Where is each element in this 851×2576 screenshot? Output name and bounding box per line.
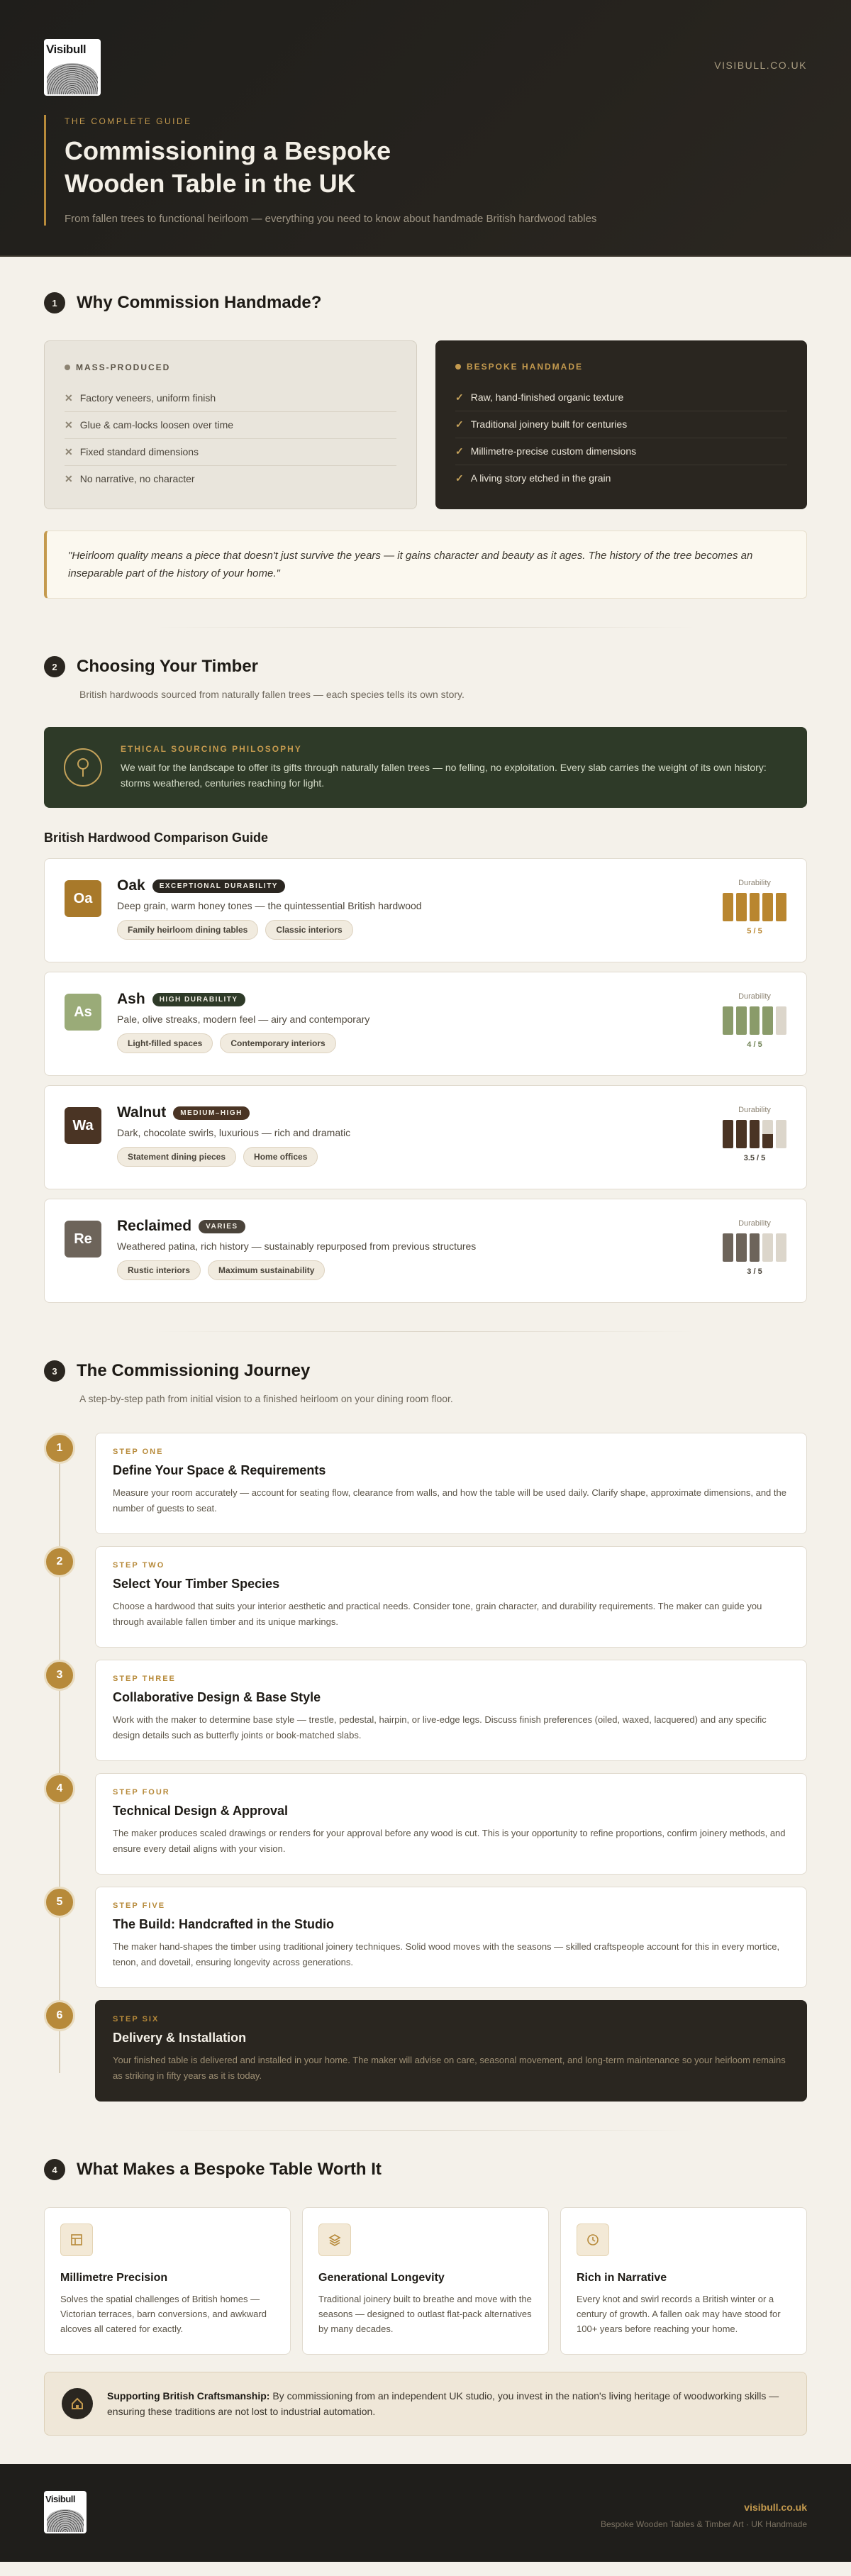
durability-label: Durability	[738, 1219, 771, 1228]
timber-badge: Re	[65, 1221, 101, 1258]
bullet-dot-icon	[65, 365, 70, 370]
durability-label: Durability	[738, 1106, 771, 1114]
support-title: Supporting British Craftsmanship:	[107, 2390, 270, 2402]
durability-meter	[723, 1219, 786, 1276]
timber-name: Oak	[117, 877, 145, 894]
item-text: No narrative, no character	[79, 473, 195, 484]
comparison-guide-title: British Hardwood Comparison Guide	[44, 831, 269, 845]
durability-bar	[736, 1233, 747, 1262]
check-icon: ✓	[455, 472, 464, 484]
item-text: Fixed standard dimensions	[79, 446, 199, 457]
section-number: 3	[44, 1360, 65, 1382]
support-text: By commissioning from an independent UK studio, you invest in the nation's living heritage of woodworking skills — ensuring these traditions are not lost to industrial automation.	[107, 2390, 779, 2417]
hero-subtitle: From fallen trees to functional heirloom — everything you need to know about handmade British hardwood tables	[65, 213, 597, 225]
timber-description: Deep grain, warm honey tones — the quintessential British hardwood	[117, 900, 422, 911]
worth-card	[560, 2207, 807, 2355]
footer-tagline: Bespoke Wooden Tables & Timber Art · UK Handmade	[600, 2519, 807, 2529]
step-description: Your finished table is delivered and installed in your home. The maker will advise on care, seasonal movement, and long-term maintenance so your heirloom remains as striking in fifty years as it is today.	[113, 2055, 786, 2081]
section-title: Choosing Your Timber	[77, 657, 259, 676]
durability-bar	[762, 1006, 773, 1035]
home-icon	[62, 2388, 93, 2419]
step-label: STEP FIVE	[113, 1902, 166, 1910]
durability-score: 5 / 5	[747, 927, 762, 936]
cross-icon: ✕	[65, 446, 73, 457]
divider	[156, 627, 695, 628]
footer	[0, 2464, 851, 2562]
durability-pill: MEDIUM–HIGH	[173, 1106, 250, 1120]
hero-header	[0, 0, 851, 257]
durability-bar	[776, 1120, 786, 1148]
item-text: Traditional joinery built for centuries	[470, 418, 628, 430]
step-number: 2	[44, 1546, 75, 1577]
card-title: MASS-PRODUCED	[76, 362, 171, 372]
step-description: Choose a hardwood that suits your interior aesthetic and practical needs. Consider tone, grain character, and durability requirements. The maker can guide you through available fallen timber and its unique markings.	[113, 1601, 762, 1627]
cross-icon: ✕	[65, 473, 73, 484]
use-tag: Family heirloom dining tables	[117, 920, 258, 940]
step-number: 6	[44, 2000, 75, 2031]
durability-meter	[723, 879, 786, 936]
hero-eyebrow: THE COMPLETE GUIDE	[65, 116, 192, 126]
section-why-handmade	[44, 292, 807, 599]
mass-produced-item	[65, 385, 396, 412]
tree-ring-icon	[47, 2509, 84, 2532]
durability-bars	[723, 1233, 786, 1262]
bespoke-handmade-card	[435, 340, 807, 509]
step-description: Work with the maker to determine base style — trestle, pedestal, hairpin, or live-edge legs. Discuss finish preferences (oiled, waxed, lacquered) and any specific design details such as butterfly joints or book-matched slabs.	[113, 1714, 767, 1741]
worth-description: Traditional joinery built to breathe and move with the seasons — designed to outlast flat-pack alternatives by many decades.	[318, 2294, 532, 2334]
support-craftsmanship-banner	[44, 2372, 807, 2436]
durability-meter	[723, 1106, 786, 1162]
timber-description: Dark, chocolate swirls, luxurious — rich and dramatic	[117, 1127, 351, 1138]
use-tag: Classic interiors	[265, 920, 352, 940]
step-number: 5	[44, 1887, 75, 1918]
step-title: Collaborative Design & Base Style	[113, 1690, 321, 1704]
step-number: 3	[44, 1660, 75, 1691]
card-title: BESPOKE HANDMADE	[467, 362, 584, 372]
bullet-dot-icon	[455, 364, 461, 370]
durability-score: 4 / 5	[747, 1040, 762, 1049]
timber-card-oak	[44, 858, 807, 962]
ethic-title: ETHICAL SOURCING PHILOSOPHY	[121, 744, 302, 754]
durability-label: Durability	[738, 992, 771, 1001]
ethical-sourcing-banner	[44, 727, 807, 808]
durability-bars	[723, 1006, 786, 1035]
step-description: The maker produces scaled drawings or renders for your approval before any wood is cut. This is your opportunity to refine proportions, confirm joinery methods, and ensure every detail aligns with your vision.	[113, 1828, 786, 1854]
step-number: 1	[44, 1433, 75, 1464]
timber-tags	[117, 1147, 350, 1167]
durability-bar	[762, 1120, 773, 1148]
timber-tags	[117, 920, 422, 940]
section-subtitle: British hardwoods sourced from naturally fallen trees — each species tells its own story.	[79, 689, 465, 700]
step-label: STEP TWO	[113, 1561, 165, 1570]
section-timber	[44, 656, 807, 1303]
step-label: STEP THREE	[113, 1675, 176, 1683]
divider	[156, 1331, 695, 1332]
worth-description: Solves the spatial challenges of British homes — Victorian terraces, barn conversions, and awkward alcoves all catered for exactly.	[60, 2294, 267, 2334]
bespoke-item	[455, 465, 787, 492]
item-text: Factory veneers, uniform finish	[79, 392, 216, 404]
section-title: Why Commission Handmade?	[77, 293, 322, 312]
item-text: Millimetre-precise custom dimensions	[470, 445, 637, 457]
timber-list	[44, 858, 807, 1303]
mass-produced-item	[65, 439, 396, 466]
timber-info	[117, 877, 422, 940]
durability-bar	[750, 1006, 760, 1035]
timber-info	[117, 1104, 350, 1167]
durability-bar	[750, 1120, 760, 1148]
durability-bars	[723, 893, 786, 921]
durability-score: 3 / 5	[747, 1267, 762, 1276]
timber-badge: Oa	[65, 880, 101, 917]
check-icon: ✓	[455, 418, 464, 430]
journey-step	[44, 1773, 807, 1875]
worth-title: Millimetre Precision	[60, 2272, 168, 2284]
step-label: STEP ONE	[113, 1448, 164, 1456]
section-subtitle: A step-by-step path from initial vision to a finished heirloom on your dining room floor.	[79, 1393, 453, 1404]
durability-bar	[762, 1233, 773, 1262]
step-number: 4	[44, 1773, 75, 1804]
step-description: The maker hand-shapes the timber using traditional joinery techniques. Solid wood moves with the seasons — skilled craftspeople account for this in every mortice, tenon, and dovetail, ensuring longevity across generations.	[113, 1941, 780, 1967]
section-worth	[44, 2159, 807, 2436]
worth-cards	[44, 2207, 807, 2355]
durability-bar	[736, 1006, 747, 1035]
step-card	[95, 1433, 807, 1534]
section-journey	[44, 1360, 807, 2102]
journey-step	[44, 1887, 807, 1988]
check-icon: ✓	[455, 392, 464, 403]
worth-card	[302, 2207, 549, 2355]
journey-step	[44, 1660, 807, 1761]
timber-name: Reclaimed	[117, 1218, 192, 1234]
timber-badge: As	[65, 994, 101, 1031]
bespoke-item	[455, 438, 787, 465]
mass-produced-item	[65, 466, 396, 492]
worth-card	[44, 2207, 291, 2355]
clock-icon	[577, 2224, 609, 2256]
item-text: A living story etched in the grain	[470, 472, 611, 484]
item-text: Glue & cam-locks loosen over time	[79, 419, 234, 431]
mass-produced-item	[65, 412, 396, 439]
footer-url[interactable]: visibull.co.uk	[744, 2502, 807, 2513]
worth-description: Every knot and swirl records a British winter or a century of growth. A fallen oak may have stood for 100+ years before reaching your home.	[577, 2294, 781, 2334]
timber-description: Pale, olive streaks, modern feel — airy and contemporary	[117, 1014, 370, 1025]
step-title: Define Your Space & Requirements	[113, 1463, 326, 1477]
journey-step	[44, 1546, 807, 1648]
item-text: Raw, hand-finished organic texture	[470, 392, 624, 403]
section-number: 2	[44, 656, 65, 677]
ethic-text: We wait for the landscape to offer its gifts through naturally fallen trees — no felling, no exploitation. Every slab carries the weight of its own history: storms weathered, centuries reaching for light.	[121, 762, 767, 789]
journey-step	[44, 2000, 807, 2102]
site-url[interactable]: VISIBULL.CO.UK	[714, 60, 807, 71]
durability-score: 3.5 / 5	[743, 1154, 766, 1162]
durability-pill: VARIES	[199, 1220, 245, 1233]
use-tag: Light-filled spaces	[117, 1033, 213, 1053]
tree-ring-icon	[47, 63, 98, 94]
durability-bar	[723, 893, 733, 921]
durability-meter	[723, 992, 786, 1049]
divider	[156, 2130, 695, 2131]
step-description: Measure your room accurately — account for seating flow, clearance from walls, and how the table will be used daily. Clarify shape, approximate dimensions, and the number of guests to seat.	[113, 1487, 786, 1514]
durability-bar	[750, 1233, 760, 1262]
step-card	[95, 1660, 807, 1761]
step-title: Select Your Timber Species	[113, 1577, 280, 1591]
step-title: The Build: Handcrafted in the Studio	[113, 1917, 334, 1931]
mass-produced-list	[65, 385, 396, 492]
brand-logo[interactable]	[44, 39, 101, 96]
layout-icon	[60, 2224, 93, 2256]
timber-tags	[117, 1033, 369, 1053]
durability-bar	[776, 1006, 786, 1035]
section-number: 4	[44, 2159, 65, 2180]
step-label: STEP FOUR	[113, 1788, 170, 1797]
footer-logo[interactable]	[44, 2491, 87, 2533]
durability-bar	[776, 893, 786, 921]
step-card	[95, 1773, 807, 1875]
step-card	[95, 1887, 807, 1988]
timber-info	[117, 1218, 476, 1280]
durability-bar	[736, 893, 747, 921]
step-label: STEP SIX	[113, 2015, 160, 2023]
durability-pill: HIGH DURABILITY	[152, 993, 245, 1006]
step-title: Delivery & Installation	[113, 2031, 247, 2045]
bespoke-item	[455, 411, 787, 438]
hero-text	[44, 115, 596, 226]
bespoke-list	[455, 384, 787, 492]
worth-title: Generational Longevity	[318, 2272, 445, 2284]
use-tag: Home offices	[243, 1147, 318, 1167]
mass-produced-card	[44, 340, 417, 509]
worth-title: Rich in Narrative	[577, 2272, 667, 2284]
timber-name: Ash	[117, 991, 145, 1007]
durability-bar	[762, 893, 773, 921]
step-title: Technical Design & Approval	[113, 1804, 289, 1818]
durability-bar	[776, 1233, 786, 1262]
durability-bar	[736, 1120, 747, 1148]
timber-info	[117, 991, 369, 1053]
use-tag: Maximum sustainability	[208, 1260, 325, 1280]
use-tag: Statement dining pieces	[117, 1147, 236, 1167]
timber-card-walnut	[44, 1085, 807, 1189]
section-title: The Commissioning Journey	[77, 1361, 311, 1380]
heirloom-quote: "Heirloom quality means a piece that doesn't just survive the years — it gains character and beauty as it ages. The history of the tree becomes an inseparable part of the history of your home."	[44, 531, 807, 599]
section-number: 1	[44, 292, 65, 313]
step-card	[95, 1546, 807, 1648]
cross-icon: ✕	[65, 419, 73, 431]
durability-bars	[723, 1120, 786, 1148]
durability-bar	[723, 1233, 733, 1262]
bespoke-item	[455, 384, 787, 411]
cross-icon: ✕	[65, 392, 73, 404]
durability-pill: EXCEPTIONAL DURABILITY	[152, 879, 285, 893]
step-card	[95, 2000, 807, 2102]
durability-bar	[723, 1006, 733, 1035]
section-title: What Makes a Bespoke Table Worth It	[77, 2160, 382, 2179]
page-title: Commissioning a Bespoke Wooden Table in the UK	[65, 136, 391, 198]
layers-icon	[318, 2224, 351, 2256]
logo-text: Visibull	[45, 2494, 75, 2504]
journey-step	[44, 1433, 807, 1534]
timber-card-reclaimed	[44, 1199, 807, 1303]
leaf-icon	[64, 748, 102, 787]
use-tag: Rustic interiors	[117, 1260, 201, 1280]
timber-name: Walnut	[117, 1104, 167, 1121]
check-icon: ✓	[455, 445, 464, 457]
durability-label: Durability	[738, 879, 771, 887]
logo-text: Visibull	[46, 43, 87, 56]
use-tag: Contemporary interiors	[220, 1033, 335, 1053]
durability-bar	[723, 1120, 733, 1148]
timber-badge: Wa	[65, 1107, 101, 1144]
timber-description: Weathered patina, rich history — sustainably repurposed from previous structures	[117, 1240, 477, 1252]
timber-tags	[117, 1260, 476, 1280]
durability-bar	[750, 893, 760, 921]
journey-timeline	[44, 1433, 807, 2102]
timber-card-ash	[44, 972, 807, 1076]
